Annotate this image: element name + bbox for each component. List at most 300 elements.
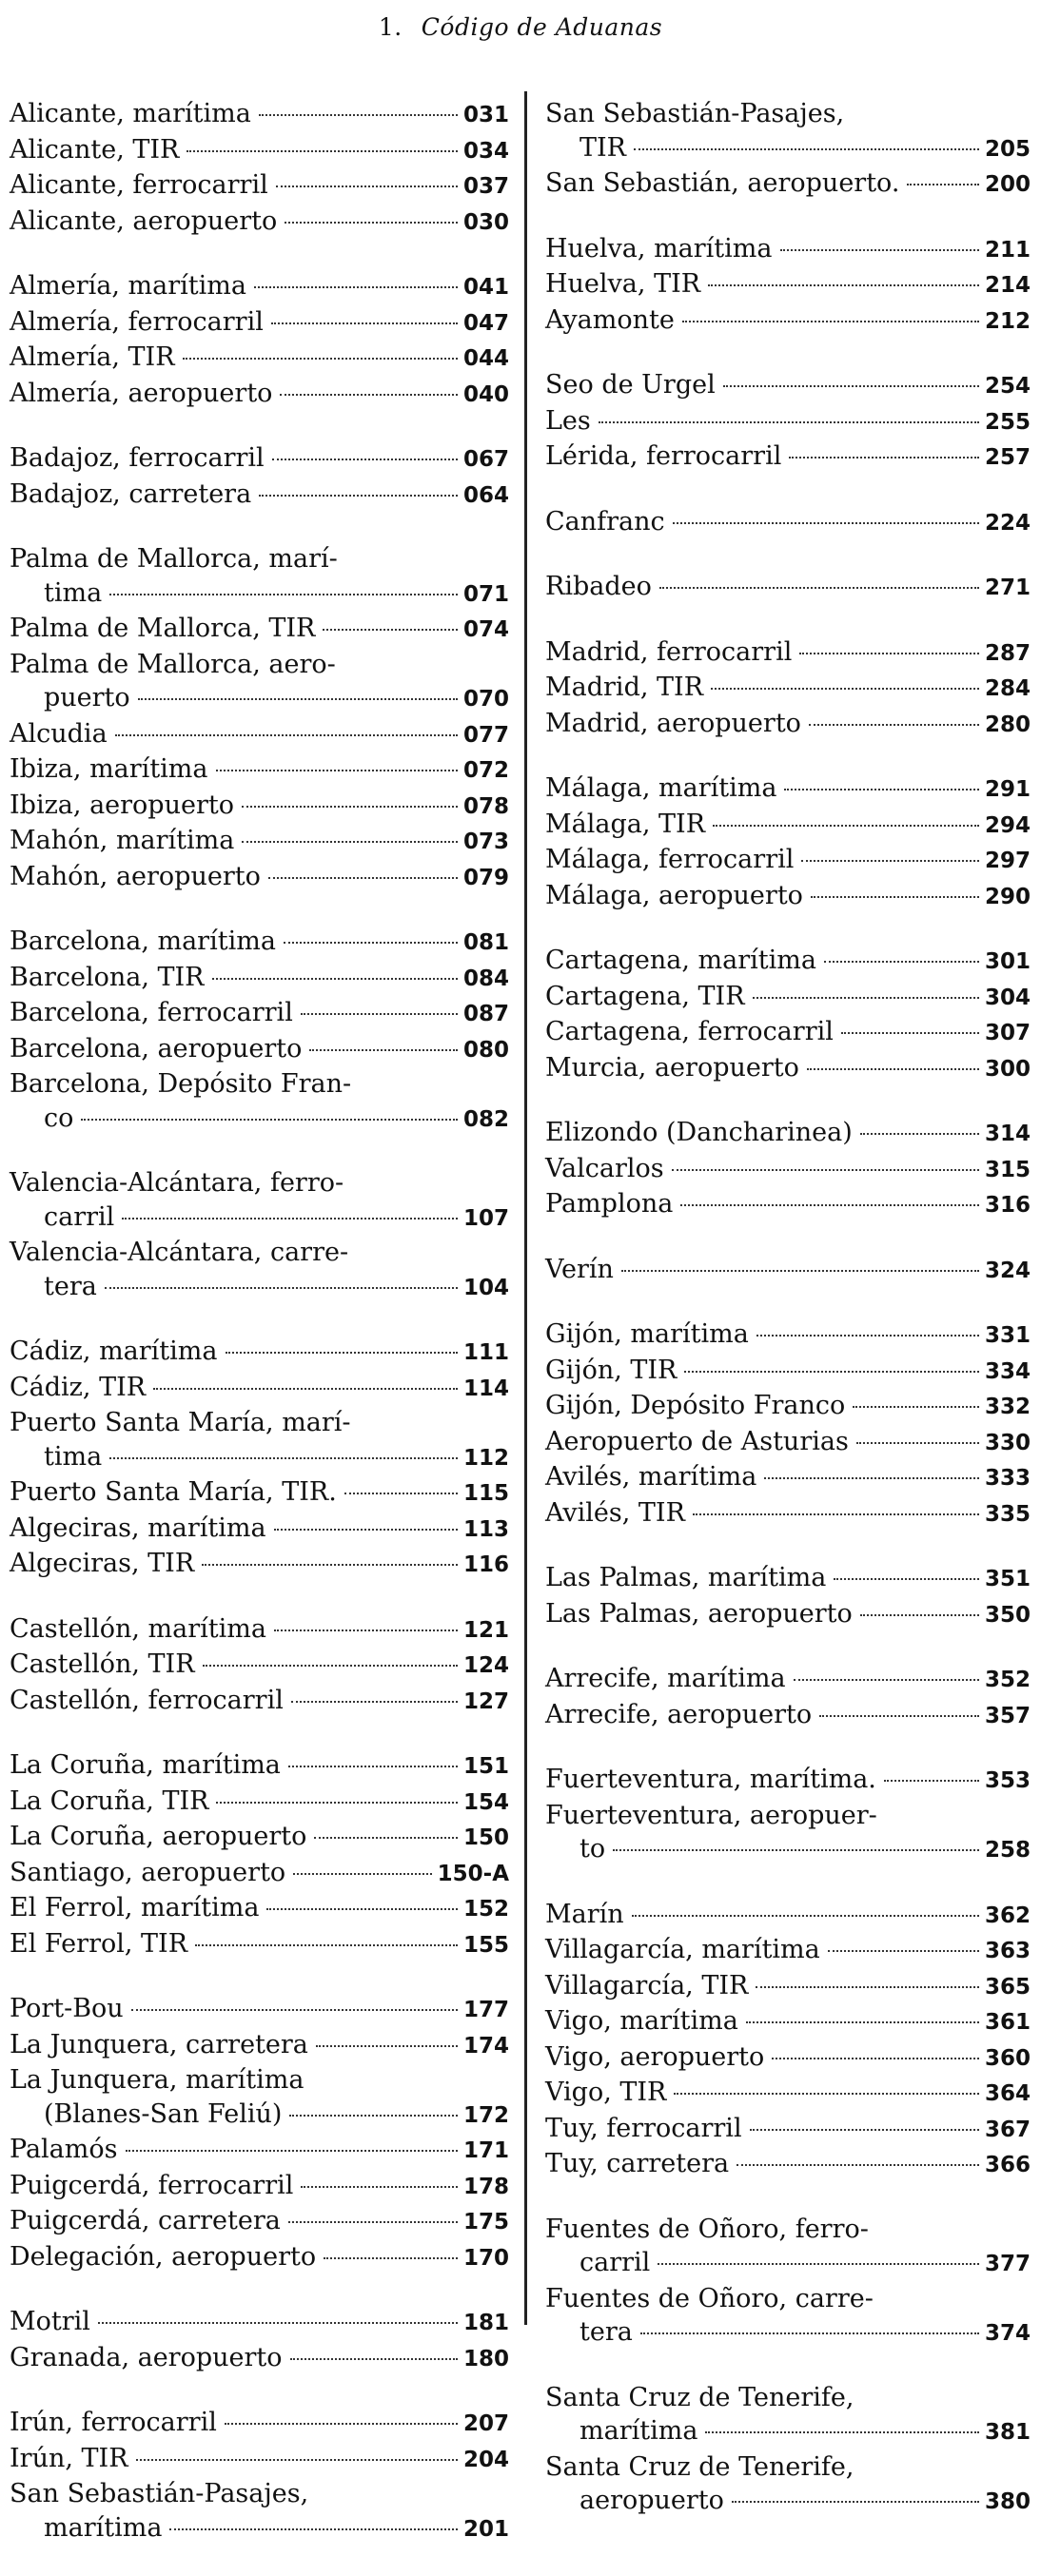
customs-code: 155: [462, 1932, 509, 1958]
dot-leader: [288, 2221, 458, 2223]
customs-code: 291: [984, 777, 1031, 802]
customs-entry: [10, 1684, 509, 1720]
customs-entry: [10, 341, 509, 377]
entry-name: Las Palmas, marítima: [545, 1563, 827, 1592]
entry-name: Badajoz, ferrocarril: [10, 443, 265, 473]
customs-entry: [545, 2040, 1031, 2077]
dot-leader: [613, 1849, 979, 1851]
entry-name: Gijón, marítima: [545, 1319, 749, 1349]
dot-leader: [784, 789, 979, 790]
customs-code: 115: [462, 1481, 509, 1506]
dot-leader: [673, 522, 979, 524]
customs-entry: [545, 2450, 1031, 2520]
dot-leader: [753, 997, 979, 999]
entry-name: Ribadeo: [545, 572, 652, 601]
dot-leader: [274, 1529, 458, 1531]
customs-entry: [545, 1253, 1031, 1289]
customs-entry: [545, 671, 1031, 707]
customs-entry: [545, 1116, 1031, 1152]
entry-name: Pamplona: [545, 1189, 674, 1219]
dot-leader: [187, 150, 458, 152]
customs-code: 331: [984, 1323, 1031, 1348]
entry-name: Puigcerdá, ferrocarril: [10, 2170, 294, 2200]
customs-entry: [545, 635, 1031, 672]
customs-entry: [10, 1891, 509, 1927]
dot-leader: [772, 2058, 979, 2059]
dot-leader: [705, 2431, 979, 2433]
customs-group: [10, 441, 509, 513]
customs-code: 377: [984, 2252, 1031, 2276]
customs-entry: [545, 1698, 1031, 1734]
entry-name-first-line: La Junquera, marítima: [10, 2065, 304, 2095]
dot-leader: [807, 1068, 979, 1070]
customs-entry: [10, 1748, 509, 1785]
dot-leader: [274, 1630, 458, 1631]
dot-leader: [98, 2322, 458, 2324]
customs-entry: [545, 2076, 1031, 2112]
customs-code: 078: [462, 793, 509, 819]
entry-name: marítima: [44, 2512, 163, 2543]
entry-name: Huelva, marítima: [545, 233, 773, 263]
dot-leader: [288, 1766, 458, 1767]
customs-group: [10, 97, 509, 240]
entry-name-first-line: San Sebastián-Pasajes,: [10, 2479, 309, 2508]
customs-entry: [545, 1015, 1031, 1051]
customs-entry: [10, 2133, 509, 2169]
customs-entry: [545, 439, 1031, 476]
customs-code: 363: [984, 1939, 1031, 1963]
dot-leader: [756, 1335, 979, 1337]
customs-code: 177: [462, 1998, 509, 2022]
customs-code: 044: [462, 346, 509, 371]
entry-name: Cartagena, marítima: [545, 946, 816, 975]
customs-group: [10, 542, 509, 895]
customs-group: [10, 269, 509, 412]
customs-entry: [10, 1371, 509, 1407]
dot-leader: [138, 698, 458, 700]
entry-name: Avilés, marítima: [545, 1462, 757, 1492]
entry-name: marítima: [579, 2416, 698, 2446]
customs-code: 112: [462, 1445, 509, 1471]
customs-code: 047: [462, 310, 509, 336]
entry-name: tera: [579, 2317, 633, 2347]
entry-name: Aeropuerto de Asturias: [545, 1426, 849, 1456]
customs-entry: [545, 1317, 1031, 1354]
customs-code: 171: [462, 2138, 509, 2163]
entry-name: Les: [545, 405, 591, 436]
customs-code: 297: [984, 849, 1031, 873]
customs-code: 030: [462, 209, 509, 235]
customs-group: [545, 1898, 1031, 2183]
dot-leader: [136, 2459, 458, 2461]
entry-name: Madrid, TIR: [545, 673, 704, 702]
customs-entry: [545, 707, 1031, 743]
customs-code: 071: [462, 581, 509, 607]
entry-name: Málaga, marítima: [545, 773, 777, 803]
customs-code: 365: [984, 1974, 1031, 2000]
customs-entry: [10, 97, 509, 133]
entry-name: La Coruña, marítima: [10, 1750, 281, 1780]
customs-entry: [545, 1152, 1031, 1188]
customs-entry: [545, 267, 1031, 303]
dot-leader: [621, 1270, 979, 1272]
dot-leader: [732, 2501, 979, 2503]
dot-leader: [293, 1873, 431, 1875]
customs-group: [545, 2381, 1031, 2520]
dot-leader: [750, 2129, 979, 2131]
customs-entry: [545, 1051, 1031, 1087]
customs-entry: [545, 2213, 1031, 2282]
entry-name: co: [44, 1103, 74, 1133]
entry-name: Almería, aeropuerto: [10, 378, 273, 408]
customs-code: 200: [984, 172, 1031, 197]
entry-name: Villagarcía, TIR: [545, 1970, 749, 2000]
entry-name-first-line: Fuerteventura, aeropuer-: [545, 1800, 877, 1830]
dot-leader: [316, 2045, 458, 2047]
customs-code: 380: [984, 2489, 1031, 2514]
customs-entry: [10, 2063, 509, 2133]
dot-leader: [242, 806, 458, 808]
dot-leader: [682, 321, 979, 322]
customs-group: [545, 771, 1031, 914]
customs-group: [545, 232, 1031, 340]
customs-entry: [545, 97, 1031, 166]
entry-name: Palamós: [10, 2135, 118, 2164]
entry-name: Murcia, aeropuerto: [545, 1052, 799, 1083]
dot-leader: [323, 629, 458, 631]
customs-code: 352: [984, 1668, 1031, 1692]
entry-name: Motril: [10, 2307, 90, 2336]
dot-leader: [259, 114, 458, 116]
customs-entry: [10, 1032, 509, 1068]
customs-entry: [545, 303, 1031, 340]
customs-entry: [10, 1512, 509, 1548]
customs-code: 271: [984, 576, 1031, 600]
customs-code: 067: [462, 447, 509, 472]
entry-name: TIR: [579, 132, 627, 163]
customs-entry: [10, 2169, 509, 2205]
entry-name: Fuerteventura, marítima.: [545, 1765, 876, 1794]
entry-name: Villagarcía, marítima: [545, 1935, 820, 1964]
dot-leader: [225, 2423, 458, 2425]
customs-code: 064: [462, 482, 509, 508]
dot-leader: [841, 1032, 979, 1034]
customs-code: 150: [462, 1825, 509, 1850]
dot-leader: [674, 2093, 979, 2095]
customs-entry: [10, 612, 509, 648]
customs-code: 077: [462, 722, 509, 748]
customs-entry: [545, 2147, 1031, 2183]
customs-code: 357: [984, 1703, 1031, 1728]
customs-entry: [545, 2112, 1031, 2148]
dot-leader: [284, 942, 458, 944]
dot-leader: [853, 1406, 979, 1408]
entry-name: Irún, TIR: [10, 2443, 128, 2473]
customs-code: 172: [462, 2102, 509, 2128]
customs-code: 280: [984, 712, 1031, 737]
customs-code: 074: [462, 617, 509, 642]
dot-leader: [276, 185, 458, 187]
customs-code: 258: [984, 1838, 1031, 1863]
dot-leader: [819, 1715, 979, 1717]
entry-name: Arrecife, marítima: [545, 1664, 786, 1693]
entry-name: El Ferrol, marítima: [10, 1893, 260, 1922]
customs-entry: [10, 1236, 509, 1305]
dot-leader: [711, 688, 979, 690]
dot-leader: [131, 2009, 458, 2011]
customs-code: 114: [462, 1376, 509, 1401]
entry-name: Alicante, ferrocarril: [10, 170, 268, 200]
customs-group: [545, 944, 1031, 1086]
dot-leader: [242, 841, 458, 843]
customs-code: 180: [462, 2346, 509, 2371]
customs-code: 072: [462, 758, 509, 783]
dot-leader: [216, 1802, 458, 1804]
customs-entry: [10, 1067, 509, 1137]
customs-group: [545, 1317, 1031, 1532]
customs-entry: [10, 2028, 509, 2064]
customs-code: 081: [462, 930, 509, 955]
entry-name: to: [579, 1834, 606, 1864]
entry-name: Alicante, TIR: [10, 134, 180, 165]
dot-leader: [599, 421, 979, 423]
customs-code: 360: [984, 2045, 1031, 2071]
customs-group: [545, 368, 1031, 476]
dot-leader: [789, 457, 979, 459]
customs-code: 350: [984, 1602, 1031, 1628]
customs-entry: [545, 2381, 1031, 2450]
customs-entry: [545, 1354, 1031, 1390]
dot-leader: [801, 860, 979, 862]
dot-leader: [268, 877, 458, 879]
entry-name: Port-Bou: [10, 1994, 124, 2023]
customs-code: 082: [462, 1106, 509, 1132]
dot-leader: [780, 249, 979, 251]
customs-entry: [10, 1406, 509, 1475]
customs-code: 080: [462, 1037, 509, 1063]
dot-leader: [708, 284, 979, 286]
customs-code: 152: [462, 1897, 509, 1922]
dot-leader: [811, 896, 979, 898]
entry-name-first-line: Palma de Mallorca, marí-: [10, 544, 338, 574]
dot-leader: [301, 2186, 458, 2188]
customs-entry: [10, 1166, 509, 1236]
customs-entry: [10, 1648, 509, 1684]
customs-code: 205: [984, 136, 1031, 162]
dot-leader: [856, 1442, 979, 1444]
customs-entry: [545, 1969, 1031, 2005]
customs-code: 150-A: [437, 1861, 509, 1886]
dot-leader: [634, 148, 979, 150]
entry-name: Arrecife, aeropuerto: [545, 1699, 813, 1729]
entry-name: Alicante, aeropuerto: [10, 205, 278, 236]
entry-name: Huelva, TIR: [545, 269, 701, 299]
customs-code: 181: [462, 2311, 509, 2335]
customs-entry: [545, 1561, 1031, 1597]
customs-group: [545, 2213, 1031, 2352]
customs-entry: [545, 505, 1031, 541]
customs-entry: [10, 648, 509, 717]
customs-group: [10, 1166, 509, 1305]
entry-name: Delegación, aeropuerto: [10, 2241, 317, 2272]
entry-name: Ibiza, aeropuerto: [10, 790, 234, 820]
entry-name: Barcelona, TIR: [10, 962, 205, 992]
dot-leader: [289, 2115, 458, 2117]
customs-code: 107: [462, 1205, 509, 1231]
entry-name-first-line: Santa Cruz de Tenerife,: [545, 2451, 854, 2482]
customs-code: 214: [984, 273, 1031, 298]
customs-code: 170: [462, 2245, 509, 2271]
entry-name: tima: [44, 577, 103, 608]
customs-entry: [545, 944, 1031, 980]
dot-leader: [301, 1013, 458, 1015]
dot-leader: [659, 587, 979, 589]
customs-group: [10, 1612, 509, 1720]
customs-group: [545, 1763, 1031, 1868]
customs-code: 316: [984, 1193, 1031, 1218]
dot-leader: [756, 1986, 979, 1988]
entry-name: Elizondo (Dancharinea): [545, 1118, 853, 1147]
customs-entry: [10, 133, 509, 169]
customs-entry: [545, 2004, 1031, 2040]
customs-entry: [10, 2477, 509, 2547]
dot-leader: [226, 1352, 458, 1354]
entry-name: Las Palmas, aeropuerto: [545, 1598, 853, 1629]
customs-group: [545, 635, 1031, 743]
customs-code: 314: [984, 1122, 1031, 1146]
dot-leader: [324, 2257, 458, 2259]
entry-name: Málaga, ferrocarril: [545, 845, 795, 874]
entry-name-first-line: Valencia-Alcántara, ferro-: [10, 1168, 344, 1198]
entry-name: Valcarlos: [545, 1153, 664, 1183]
entry-name-first-line: Puerto Santa María, marí-: [10, 1408, 351, 1437]
entry-name: puerto: [44, 683, 130, 712]
entry-name: Gijón, Depósito Franco: [545, 1391, 846, 1420]
title-number: 1.: [378, 13, 403, 41]
entry-name: Cádiz, marítima: [10, 1337, 218, 1366]
customs-entry: [10, 305, 509, 342]
customs-entry: [10, 205, 509, 241]
customs-group: [10, 1748, 509, 1962]
customs-group: [10, 2406, 509, 2547]
dot-leader: [126, 2150, 458, 2152]
entry-name: Barcelona, marítima: [10, 927, 276, 956]
customs-entry: [10, 860, 509, 896]
entry-name: tima: [44, 1441, 103, 1472]
entry-name: aeropuerto: [579, 2486, 724, 2515]
customs-group: [545, 570, 1031, 606]
customs-code: 116: [462, 1552, 509, 1577]
customs-code: 124: [462, 1653, 509, 1678]
entry-name: Málaga, TIR: [545, 809, 706, 839]
entry-name-first-line: Barcelona, Depósito Fran-: [10, 1069, 352, 1099]
customs-code: 111: [462, 1340, 509, 1365]
entry-name: Cádiz, TIR: [10, 1372, 147, 1402]
customs-code: 330: [984, 1430, 1031, 1455]
entry-name: Ibiza, marítima: [10, 754, 208, 784]
dot-leader: [272, 459, 458, 460]
customs-code: 201: [462, 2516, 509, 2542]
customs-entry: [545, 2282, 1031, 2352]
dot-leader: [266, 1908, 458, 1910]
customs-code: 335: [984, 1501, 1031, 1527]
customs-entry: [10, 789, 509, 825]
entry-name: La Coruña, TIR: [10, 1786, 209, 1816]
dot-leader: [153, 1388, 458, 1390]
entry-name: Algeciras, marítima: [10, 1512, 266, 1543]
dot-leader: [746, 2021, 979, 2023]
entry-name: Madrid, aeropuerto: [545, 708, 801, 738]
dot-leader: [884, 1780, 979, 1782]
customs-entry: [10, 925, 509, 961]
entry-name: La Junquera, carretera: [10, 2029, 308, 2059]
entry-name: (Blanes-San Feliú): [44, 2098, 283, 2129]
entry-name: carril: [44, 1201, 115, 1232]
entry-name: Verín: [545, 1254, 614, 1284]
customs-code: 079: [462, 865, 509, 890]
entry-name: Lérida, ferrocarril: [545, 441, 782, 471]
right-column: [545, 97, 1031, 2549]
dot-leader: [794, 1679, 979, 1681]
customs-entry: [545, 232, 1031, 268]
entry-name: Granada, aeropuerto: [10, 2342, 283, 2372]
entry-name: Almería, marítima: [10, 271, 246, 301]
entry-name: Irún, ferrocarril: [10, 2408, 217, 2437]
customs-code: 154: [462, 1789, 509, 1815]
entry-name-first-line: Fuentes de Oñoro, ferro-: [545, 2214, 869, 2244]
customs-entry: [545, 1187, 1031, 1223]
dot-leader: [309, 1049, 458, 1051]
customs-code: 294: [984, 812, 1031, 838]
entry-name: Vigo, marítima: [545, 2006, 738, 2036]
customs-group: [545, 1253, 1031, 1289]
entry-name: Puerto Santa María, TIR.: [10, 1477, 337, 1507]
entry-name-first-line: Palma de Mallorca, aero-: [10, 649, 336, 679]
entry-name: Castellón, ferrocarril: [10, 1685, 284, 1715]
dot-leader: [860, 1133, 979, 1135]
dot-leader: [680, 1204, 979, 1206]
customs-code: 175: [462, 2210, 509, 2234]
customs-entry: [545, 1389, 1031, 1425]
customs-entry: [545, 570, 1031, 606]
dot-leader: [834, 1578, 979, 1580]
page-title: [0, 13, 1041, 41]
dot-leader: [672, 1169, 979, 1171]
customs-code: 113: [462, 1516, 509, 1542]
customs-code: 257: [984, 445, 1031, 470]
customs-entry: [545, 808, 1031, 844]
customs-group: [10, 1992, 509, 2275]
entry-name: Santiago, aeropuerto: [10, 1857, 286, 1887]
customs-entry: [10, 542, 509, 612]
entry-name: Alicante, marítima: [10, 99, 251, 128]
dot-leader: [216, 770, 458, 771]
entry-name: Alcudia: [10, 718, 108, 749]
dot-leader: [105, 1287, 458, 1289]
entry-name: Málaga, aeropuerto: [545, 880, 803, 910]
customs-entry: [545, 879, 1031, 915]
customs-code: 361: [984, 2010, 1031, 2035]
customs-code: 366: [984, 2153, 1031, 2177]
dot-leader: [109, 1457, 458, 1459]
customs-code: 127: [462, 1688, 509, 1714]
entry-name-first-line: Fuentes de Oñoro, carre-: [545, 2283, 874, 2313]
customs-group: [545, 1116, 1031, 1223]
entry-name: Cartagena, ferrocarril: [545, 1017, 834, 1046]
dot-leader: [693, 1513, 979, 1515]
dot-leader: [212, 978, 458, 980]
customs-code: 031: [462, 103, 509, 127]
